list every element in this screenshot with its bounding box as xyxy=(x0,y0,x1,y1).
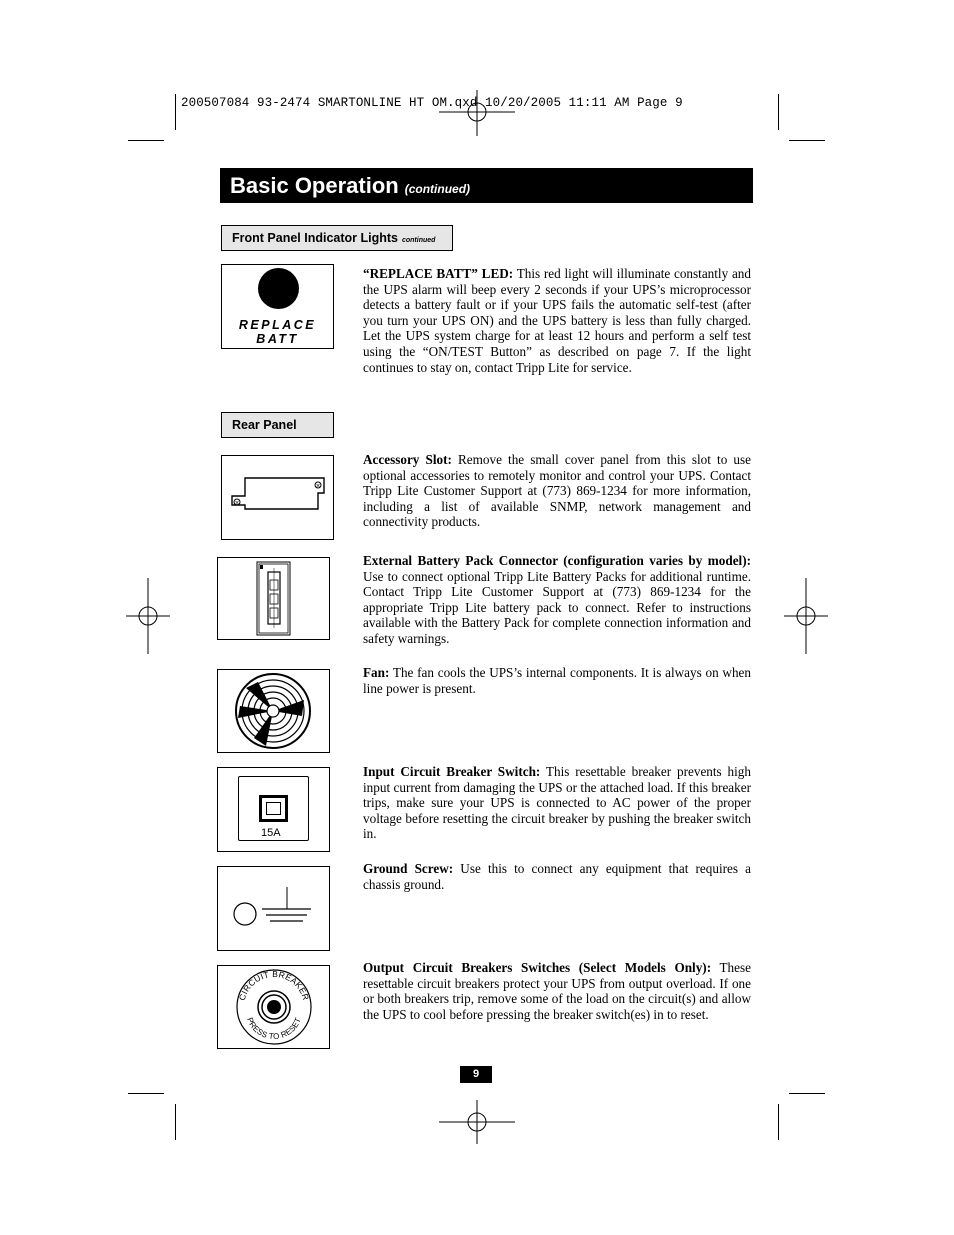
input-breaker-text: This resettable breaker prevents high input current from damaging the UPS or the attached load. If this breaker trips, make sure your UPS is connected to AC power of the proper voltage before resetting the circuit breaker by pushing the breaker switch in. xyxy=(363,764,751,842)
accessory-slot-term: Accessory Slot: xyxy=(363,452,452,467)
input-breaker-paragraph xyxy=(363,764,751,842)
ground-screw-paragraph xyxy=(363,861,751,892)
output-breaker-bottom-text: PRESS TO RESET xyxy=(245,1016,303,1042)
file-slug: 200507084 93-2474 SMARTONLINE HT OM.qxd 10/20/2005 11:11 AM Page 9 xyxy=(181,96,683,110)
registration-mark-bottom xyxy=(437,1100,517,1150)
battery-connector-text: Use to connect optional Tripp Lite Battery Packs for additional runtime. Contact Tripp Lite Customer Support at (773) 869-1234 for the appropriate Tripp Lite battery pack to connect. Refer to instructions available with the Battery Pack for complete connection information and safety warnings. xyxy=(363,568,751,646)
replace-batt-icon-line2: BATT xyxy=(256,332,299,346)
ground-screw-figure xyxy=(217,866,330,951)
ground-symbol-icon xyxy=(218,867,329,950)
input-breaker-housing xyxy=(238,776,309,841)
replace-batt-icon-line1: REPLACE xyxy=(238,318,317,332)
battery-connector-icon xyxy=(218,558,329,639)
fan-figure xyxy=(217,669,330,753)
front-panel-label-sub: continued xyxy=(401,237,436,244)
section-continued: (continued) xyxy=(404,182,471,196)
input-breaker-rating: 15A xyxy=(261,827,281,839)
output-breakers-text: These resettable circuit breakers protect your UPS from output overload. If one or both breakers trip, remove some of the load on the circuit(s) and allow the UPS to cool before pressing the breaker switch(es) in to reset. xyxy=(363,960,751,1022)
front-panel-label-text: Front Panel Indicator Lights xyxy=(232,231,398,245)
page-number: 9 xyxy=(460,1066,492,1083)
output-breakers-paragraph xyxy=(363,960,751,1022)
replace-batt-figure xyxy=(221,264,334,349)
output-breaker-top-text: CIRCUIT BREAKER xyxy=(236,968,312,1002)
fan-term: Fan: xyxy=(363,665,390,680)
registration-mark-right xyxy=(780,576,830,656)
svg-text:×: × xyxy=(315,482,321,490)
svg-text:×: × xyxy=(234,499,240,507)
replace-batt-term: “REPLACE BATT” LED: xyxy=(363,266,514,281)
accessory-slot-figure xyxy=(221,455,334,540)
fan-paragraph xyxy=(363,665,751,696)
replace-batt-paragraph xyxy=(363,266,751,375)
front-panel-label xyxy=(221,225,453,251)
section-header xyxy=(220,168,753,203)
rear-panel-label xyxy=(221,412,334,438)
registration-mark-left xyxy=(124,576,174,656)
ground-screw-term: Ground Screw: xyxy=(363,861,454,876)
input-breaker-button xyxy=(259,795,288,822)
battery-connector-paragraph xyxy=(363,553,751,647)
output-breakers-term: Output Circuit Breakers Switches (Select Models Only): xyxy=(363,960,712,975)
input-breaker-figure xyxy=(217,767,330,852)
fan-icon xyxy=(218,670,329,752)
output-breakers-figure xyxy=(217,965,330,1049)
svg-text:CIRCUIT BREAKER xyxy=(237,969,311,1002)
accessory-slot-icon xyxy=(222,456,333,539)
ground-screw-text: Use this to connect any equipment that requires a chassis ground. xyxy=(363,861,751,892)
section-title: Basic Operation xyxy=(230,173,399,198)
battery-connector-figure xyxy=(217,557,330,640)
replace-batt-text: This red light will illuminate constantly and the UPS alarm will beep every 2 seconds if your UPS’s microprocessor detects a battery fault or if your UPS fails the automatic self-test (after you turn your UPS ON) and the UPS battery is less than fully charged. Let the UPS system charge for at least 12 hours and perform a self test using the “ON/TEST Button” as described on page 7. If the light continues to stay on, contact Tripp Lite for service. xyxy=(363,266,751,375)
fan-text: The fan cools the UPS’s internal components. It is always on when line power is present. xyxy=(363,665,751,696)
rear-panel-label-text: Rear Panel xyxy=(232,418,297,432)
accessory-slot-paragraph xyxy=(363,452,751,530)
input-breaker-term: Input Circuit Breaker Switch: xyxy=(363,764,541,779)
battery-connector-term: External Battery Pack Connector (configuration varies by model): xyxy=(363,553,751,568)
accessory-slot-text: Remove the small cover panel from this slot to use optional accessories to remotely monitor and control your UPS. Contact Tripp Lite Customer Support at (773) 869-1234 for more information, including a list of available SNMP, network management and connectivity products. xyxy=(363,452,751,530)
output-breaker-icon xyxy=(218,966,329,1048)
replace-batt-led-icon xyxy=(258,268,299,309)
